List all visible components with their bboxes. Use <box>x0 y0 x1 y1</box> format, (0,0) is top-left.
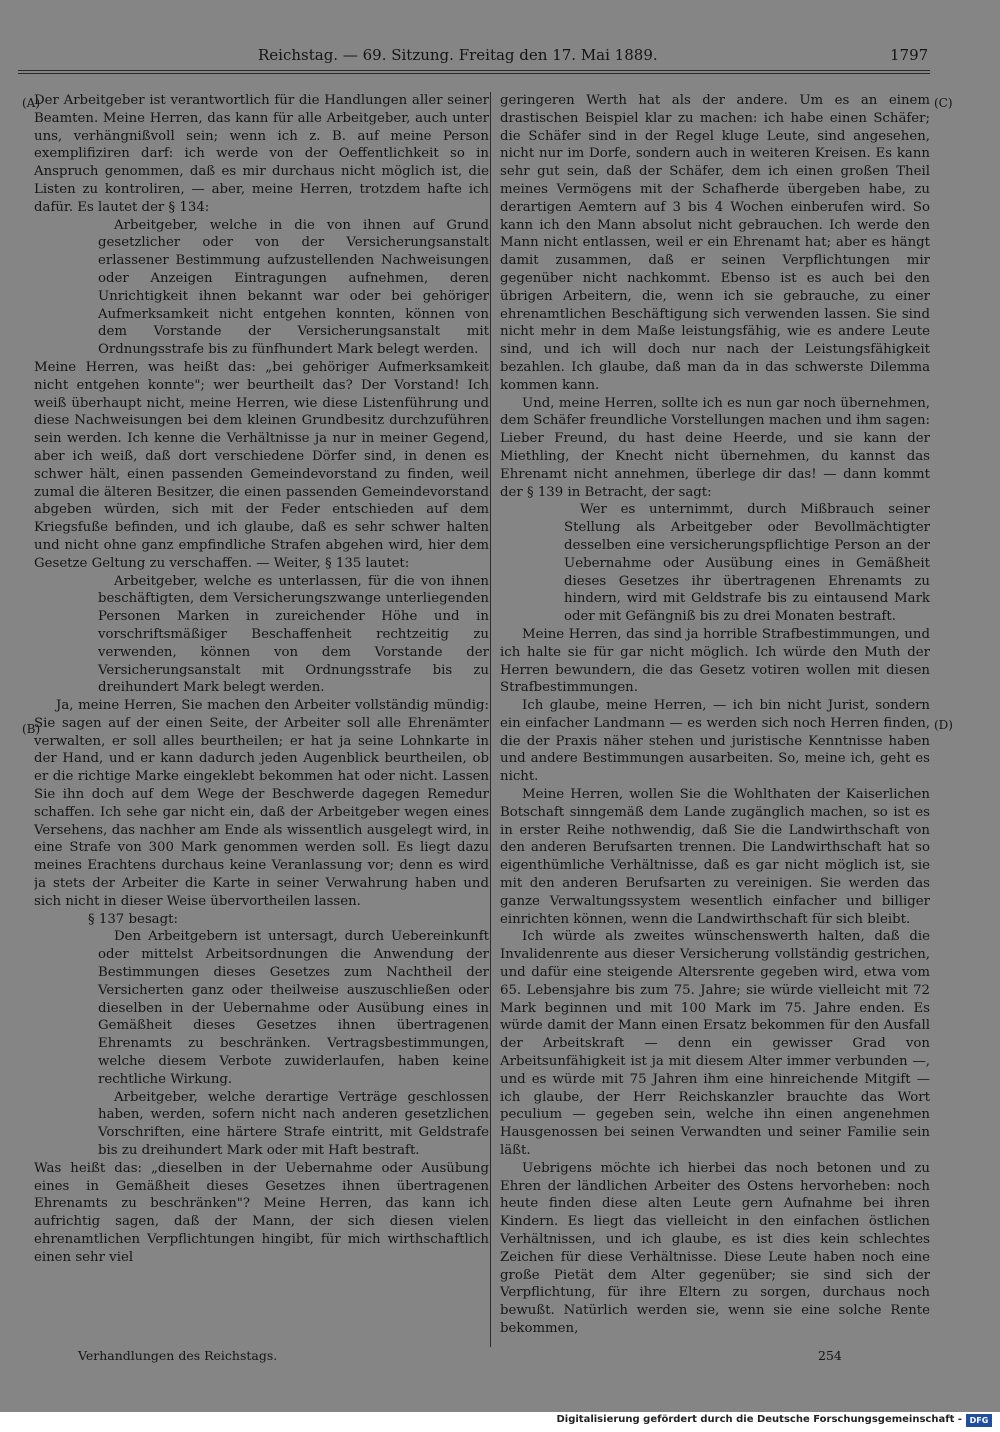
footer-sheet-number: 254 <box>818 1348 842 1363</box>
quoted-law-137-2: Arbeitgeber, welche derartige Verträge geschlossen haben, werden, sofern nicht nach anderen gesetzlichen Vorschriften, eine härtere Strafe eintritt, mit Geldstrafe bis zu dreihundert Mark oder mit Haft bestraft. <box>98 1089 489 1159</box>
quoted-law-135: Arbeitgeber, welche es unterlassen, für die von ihnen beschäftigten, dem Versicherungszwange unterliegenden Personen Marken in zureichender Höhe und in vorschriftsmäßiger Beschaffenheit rechtzeitig zu verwenden, können von dem Vorstande der Versicherungsanstalt mit Ordnungsstrafe bis zu dreihundert Mark belegt werden. <box>98 573 489 696</box>
header-rule <box>18 70 930 71</box>
page-number: 1797 <box>890 46 929 64</box>
paragraph: Meine Herren, das sind ja horrible Strafbestimmungen, und ich halte sie für gar nicht möglich. Ich würde den Muth der Herren bewundern, die das Gesetz votiren wollen mit diesen Strafbestimmungen. <box>500 626 930 696</box>
paragraph: Was heißt das: „dieselben in der Uebernahme oder Ausübung eines in Gemäßheit dieses Gesetzes ihnen übertragenen Ehrenamts zu beschränken"? Meine Herren, das kann ich aufrichtig sagen, daß der Mann, der sich diesen vielen ehrenamtlichen Verpflichtungen hingibt, für mich wirthschaftlich einen sehr viel <box>34 1160 489 1265</box>
paragraph: Ich glaube, meine Herren, — ich bin nicht Jurist, sondern ein einfacher Landmann — es werden sich noch Herren finden, die der Praxis näher stehen und juristische Kenntnisse haben und andere Bestimmungen ausarbeiten. So, meine ich, geht es nicht. <box>500 698 930 785</box>
quoted-law-139: Wer es unternimmt, durch Mißbrauch seiner Stellung als Arbeitgeber oder Bevollmächtigter desselben eine versicherungspflichtige Person an der Uebernahme oder Ausübung eines in Gemäßheit dieses Gesetzes ihr übertragenen Ehrenamts zu hindern, wird mit Geldstrafe bis zu eintausend Mark oder mit Gefängniß bis zu drei Monaten bestraft. <box>564 502 930 625</box>
paragraph: Und, meine Herren, sollte ich es nun gar noch übernehmen, dem Schäfer freundliche Vorstellungen machen und ihm sagen: Lieber Freund, du hast deine Heerde, und sie kann der Miethling, der Knecht nicht übernehmen, du kannst das Ehrenamt nicht annehmen, überlege dir das! — dann kommt der § 139 in Betracht, der sagt: <box>500 395 930 500</box>
paragraph: geringeren Werth hat als der andere. Um es an einem drastischen Beispiel klar zu machen: ich habe einen Schäfer; die Schäfer sind in der Regel kluge Leute, sind angesehen, nicht nur im Dorfe, sondern auch in weiteren Kreisen. Es kann sehr gut sein, daß der Schäfer, dem ich einen großen Theil meines Vermögens mit der Schafherde übergeben habe, zu derartigen Aemtern auf 3 bis 4 Wochen einberufen wird. So kann ich den Mann absolut nicht gebrauchen. Ich werde den Mann nicht entlassen, weil er ein Ehrenamt hat; aber es hängt damit zusammen, daß er seinen Verpflichtungen mir gegenüber nicht nachkommt. Ebenso ist es auch bei den übrigen Arbeitern, die, wenn ich sie gebrauche, zu einer ehrenamtlichen Beschäftigung sich verwenden lassen. Sie sind nicht mehr in dem Maße leistungsfähig, wie es andere Leute sind, und ich will doch nur nach der Leistungsfähigkeit bezahlen. Ich glaube, daß man da in das schwerste Dilemma kommen kann. <box>500 93 930 393</box>
right-column <box>500 92 930 1352</box>
paragraph: Ja, meine Herren, Sie machen den Arbeiter vollständig mündig: Sie sagen auf der einen Seite, der Arbeiter soll alle Ehrenämter verwalten, er soll alles beurtheilen; er hat ja seine Lohnkarte in der Hand, und er kann dadurch jeden Augenblick beurtheilen, ob er die richtige Marke eingeklebt bekommen hat oder nicht. Lassen Sie ihn doch auf dem Wege der Beschwerde dagegen Remedur schaffen. Ich sehe gar nicht ein, daß der Arbeitgeber wegen eines Versehens, das nachher am Ende als wissentlich ausgelegt wird, in eine Strafe von 300 Mark genommen werden soll. Es liegt dazu meines Erachtens durchaus keine Veranlassung vor; denn es wird ja stets der Arbeiter die Karte in seiner Verwahrung haben und sich nicht in dieser Weise übervortheilen lassen. <box>34 698 489 909</box>
dfg-logo: DFG <box>966 1414 992 1427</box>
section-heading-137: § 137 besagt: <box>88 911 178 927</box>
quoted-law-134: Arbeitgeber, welche in die von ihnen auf Grund gesetzlicher oder von der Versicherungsanstalt erlassener Bestimmung aufzustellenden Nachweisungen oder Anzeigen Eintragungen aufnehmen, deren Unrichtigkeit ihnen bekannt war oder bei gehöriger Aufmerksamkeit nicht entgehen konnten, können von dem Vorstande der Versicherungsanstalt mit Ordnungsstrafe bis zu fünfhundert Mark belegt werden. <box>98 217 489 358</box>
paragraph: Meine Herren, wollen Sie die Wohlthaten der Kaiserlichen Botschaft sinngemäß dem Lande zugänglich machen, so ist es in erster Reihe nothwendig, daß Sie die Landwirthschaft von den anderen Berufsarten trennen. Die Landwirthschaft hat so eigenthümliche Verhältnisse, daß es gar nicht möglich ist, sie mit den anderen Berufsarten zu vereinigen. Sie werden das ganze Verwaltungssystem wesentlich einfacher und billiger einrichten können, wenn die Landwirthschaft für sich bleibt. <box>500 787 930 927</box>
left-column <box>34 92 489 1352</box>
header-rule-thin <box>18 73 930 74</box>
digitization-credit: Digitalisierung gefördert durch die Deutsche Forschungsgemeinschaft - <box>556 1414 962 1425</box>
margin-marker-a: (A) <box>22 96 41 110</box>
paragraph: Meine Herren, was heißt das: „bei gehöriger Aufmerksamkeit nicht entgehen konnte"; wer beurtheilt das? Der Vorstand! Ich weiß überhaupt nicht, meine Herren, wie diese Listenführung und diese Nachweisungen bei dem kleinen Grundbesitz durchzuführen sein werden. Ich kenne die Verhältnisse ja nur in meiner Gegend, aber ich weiß, daß dort verschiedene Dörfer sind, in denen es schwer hält, einen passenden Gemeindevorstand zu finden, weil zumal die älteren Besitzer, die einen passenden Gemeindevorstand abgeben würden, sich mit der Feder entschieden auf dem Kriegsfuße befinden, und ich glaube, daß es sehr schwer halten und nicht ohne ganz empfindliche Strafen abgehen wird, hier dem Gesetze Geltung zu verschaffen. — Weiter, § 135 lautet: <box>34 359 489 571</box>
page-header-title: Reichstag. — 69. Sitzung. Freitag den 17. Mai 1889. <box>258 46 658 64</box>
paragraph: Der Arbeitgeber ist verantwortlich für die Handlungen aller seiner Beamten. Meine Herren, das kann für alle Arbeitgeber, auch unter uns, verhängnißvoll sein; wenn ich z. B. auf meine Person exemplifiziren darf: ich werde von der Oeffentlichkeit so in Anspruch genommen, daß es mir durchaus nicht möglich ist, die Listen zu kontroliren, — aber, meine Herren, trotzdem hafte ich dafür. Es lautet der § 134: <box>34 93 489 215</box>
quoted-law-137: Den Arbeitgebern ist untersagt, durch Uebereinkunft oder mittelst Arbeitsordnungen die Anwendung der Bestimmungen dieses Gesetzes zum Nachtheil der Versicherten ganz oder theilweise auszuschließen oder dieselben in der Uebernahme oder Ausübung eines in Gemäßheit dieses Gesetzes ihnen übertragenen Ehrenamts zu beschränken. Vertragsbestimmungen, welche diesem Verbote zuwiderlaufen, haben keine rechtliche Wirkung. <box>98 929 489 1087</box>
margin-marker-c: (C) <box>934 96 953 110</box>
paragraph: Ich würde als zweites wünschenswerth halten, daß die Invalidenrente aus dieser Versicherung vollständig gestrichen, und dafür eine steigende Altersrente gegeben wird, etwa vom 65. Lebensjahre bis zum 75. Jahre; sie würde vielleicht mit 72 Mark beginnen und mit 100 Mark im 75. Jahre enden. Es würde damit der Mann einen Ersatz bekommen für den Ausfall der Arbeitskraft — denn ein gewisser Grad von Arbeitsunfähigkeit ist ja mit diesem Alter immer verbunden —, und es würde mit 75 Jahren ihm eine hinreichende Mitgift — ich glaube, der Herr Reichskanzler brauchte das Wort peculium — gegeben sein, welche ihn einen angenehmen Hausgenossen bei seinen Verwandten und seiner Familie sein läßt. <box>500 929 930 1159</box>
footer-source: Verhandlungen des Reichstags. <box>78 1348 278 1363</box>
paragraph: Uebrigens möchte ich hierbei das noch betonen und zu Ehren der ländlichen Arbeiter des Ostens hervorheben: noch heute finden diese alten Leute gern Aufnahme bei ihren Kindern. Es liegt das vielleicht in den einfachen östlichen Verhältnissen, und ich glaube, es ist dies kein schlechtes Zeichen für diese Verhältnisse. Diese Leute haben noch eine große Pietät dem Alter gegenüber; sie sind sich der Verpflichtung, für ihre Eltern zu sorgen, durchaus noch bewußt. Natürlich werden sie, wenn sie eine solche Rente bekommen, <box>500 1160 930 1336</box>
margin-marker-b: (B) <box>22 722 41 736</box>
margin-marker-d: (D) <box>934 718 953 732</box>
column-divider <box>490 92 491 1347</box>
